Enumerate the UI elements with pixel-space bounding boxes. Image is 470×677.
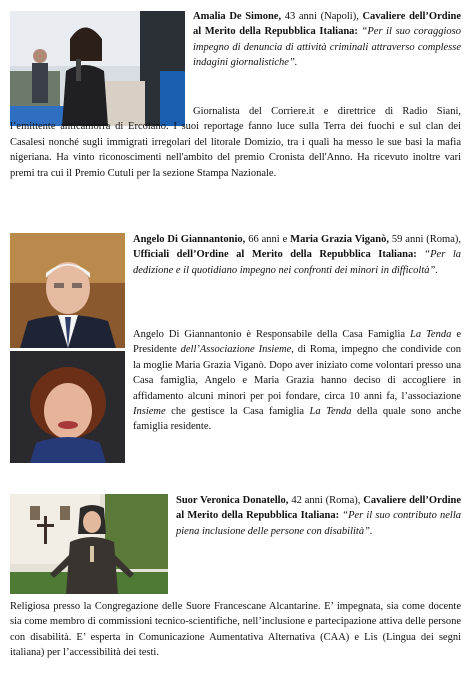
person-age-place: 43 anni (Napoli), bbox=[281, 11, 363, 22]
honor-title: Cavaliere dell’Ordine al Merito della Repubblica Italiana: bbox=[176, 495, 462, 522]
honor-title: Ufficiali dell’Ordine al Merito della Repubblica Italiana: bbox=[133, 249, 417, 261]
bio-paragraph: Religiosa presso la Congregazione delle Suore Francescane Alcantarine. E’ impegnata, sia come docente sia come membro di commissioni tecnico-scientifiche, nell’inclusione e partecipazione attiva delle persone con disabilità. E’ esperta in Comunicazione Aumentativa Alternativa (CAA) e Lis (Lingua dei segni italiana) per l’accessibilità dei testi. bbox=[10, 601, 461, 659]
honor-motivation: “Per la dedizione e il quotidiano impegno nei confronti dei minori in difficoltà”. bbox=[133, 249, 461, 276]
entry-veronica-bio bbox=[10, 599, 461, 661]
entry-amalia-header bbox=[193, 9, 461, 71]
entry-amalia-bio bbox=[10, 104, 461, 181]
bio-paragraph: Giornalista del Corriere.it e direttrice di Radio Siani, l’emittente anticamorra di Ercolano. I suoi reportage fanno luce sulla Terra dei fuochi e sul clan dei Casalesi nonché sugli immigrati irregolari del litorale Domizio, tra i quali ha messo le sue basi la mafia nigeriana. Ha vinto riconoscimenti nell'ambito del premio Cronista dell'Anno. Ha ricevuto inoltre vari premi tra cui il Premio Cutuli per la sezione Stampa Nazionale. bbox=[10, 106, 461, 179]
honor-motivation: “Per il suo contributo nella piena inclusione delle persone con disabilità”. bbox=[176, 510, 461, 537]
person-name: Suor Veronica Donatello, bbox=[176, 495, 289, 506]
person-name: Amalia De Simone, bbox=[193, 11, 282, 22]
person-age: 66 anni e bbox=[245, 234, 291, 245]
photo-angelo-di-giannantonio bbox=[10, 233, 125, 348]
entry-angelo-bio bbox=[133, 327, 461, 435]
bio-paragraph: Angelo Di Giannantonio è Responsabile della Casa Famiglia La Tenda e Presidente dell’Associazione Insieme, di Roma, impegno che condivide con la moglie Maria Grazia Viganò. Dopo aver iniziato come volontari presso una Casa famiglia, Angelo e Maria Grazia hanno deciso di accogliere in affidamento alcuni minori per poi fondare, circa 10 anni fa, l’associazione Insieme che gestisce la Casa famiglia La Tenda della quale sono anche famiglia residente. bbox=[133, 329, 461, 433]
entry-angelo-header bbox=[133, 232, 461, 278]
entry-veronica-header bbox=[176, 493, 461, 539]
photo-maria-grazia-vigano bbox=[10, 351, 125, 463]
person-name: Angelo Di Giannantonio, bbox=[133, 234, 246, 245]
person-name-2: Maria Grazia Viganò, bbox=[290, 234, 389, 245]
photo-suor-veronica-donatello bbox=[10, 494, 168, 594]
person-age-place: 42 anni (Roma), bbox=[288, 495, 364, 506]
honor-motivation: “Per il suo coraggioso impegno di denuncia di attività criminali attraverso complesse indagini giornalistiche”. bbox=[193, 26, 462, 69]
honor-title: Cavaliere dell’Ordine al Merito della Repubblica Italiana: bbox=[193, 11, 461, 38]
person-age-place-2: 59 anni (Roma), bbox=[389, 234, 461, 245]
